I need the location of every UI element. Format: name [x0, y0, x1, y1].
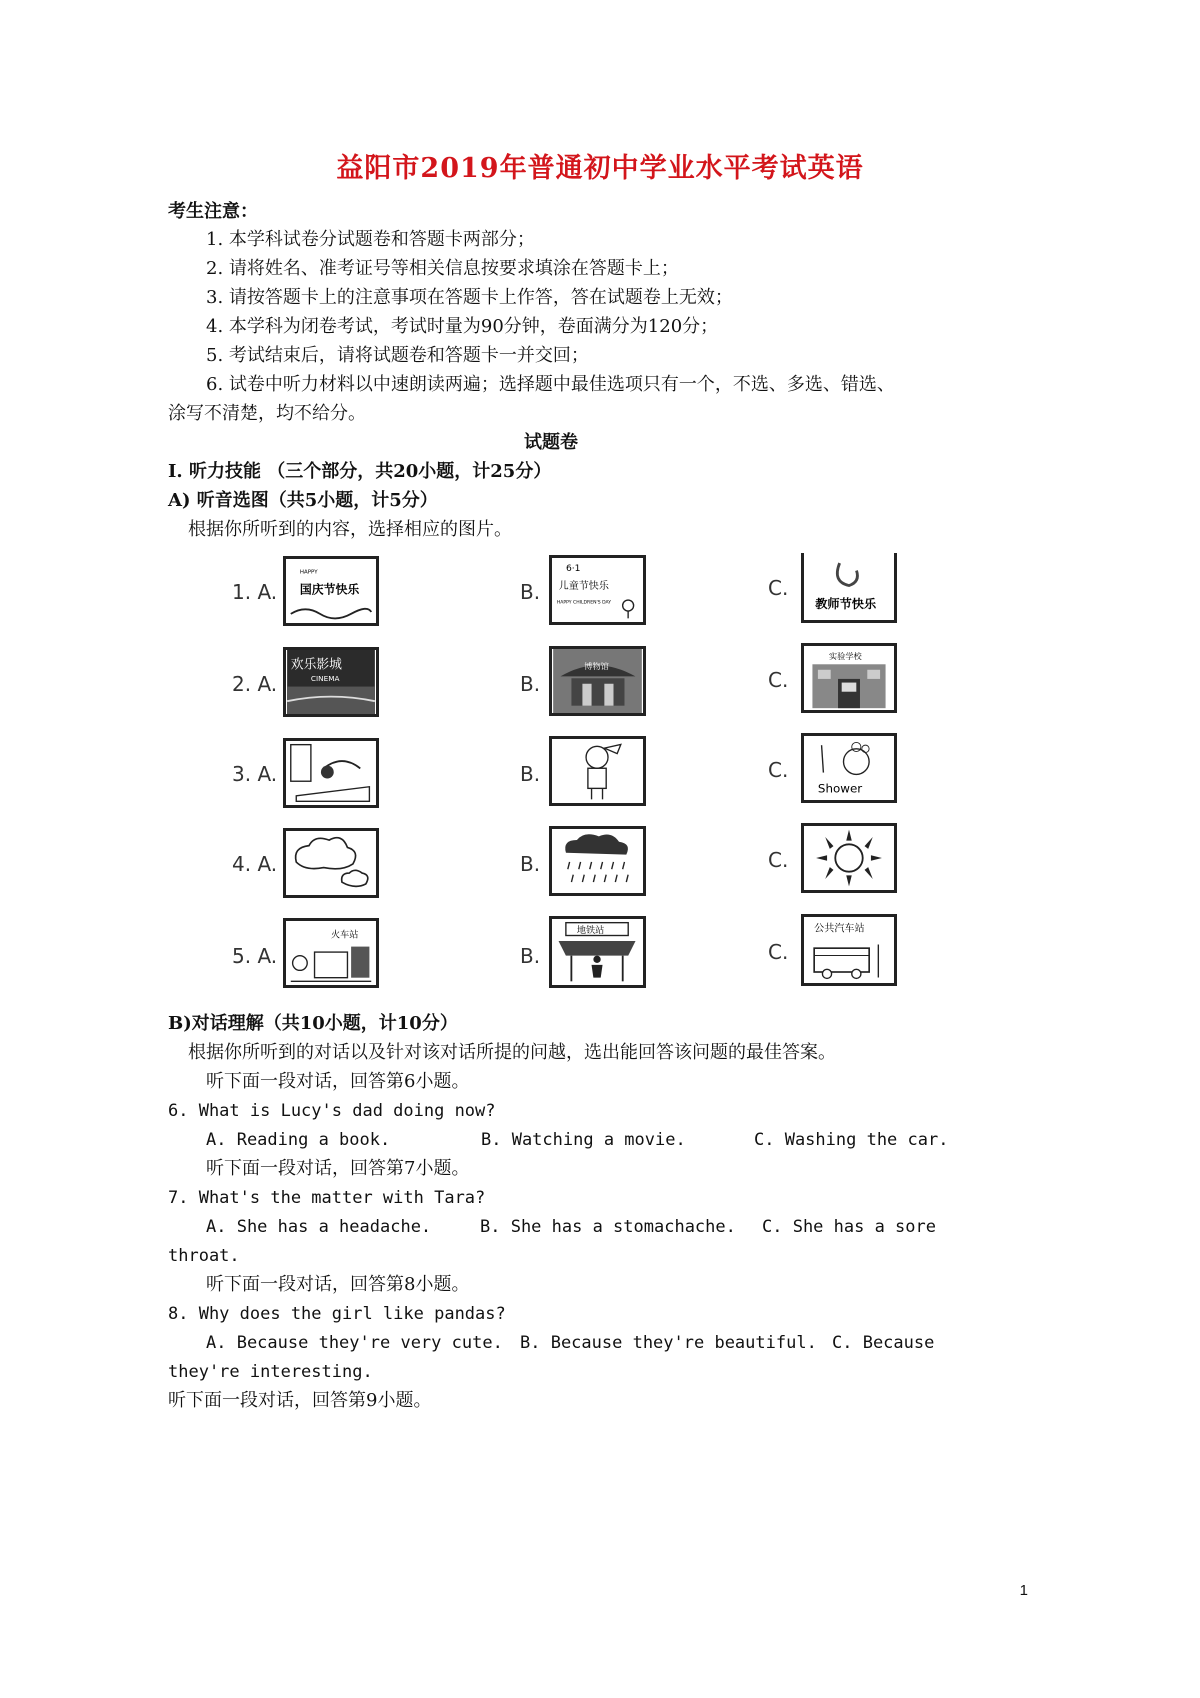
option-picture-sunny [801, 823, 897, 893]
picture-text: Shower [817, 781, 863, 796]
q6-option-a: A. Reading a book. [206, 1130, 391, 1150]
option-picture-school [801, 643, 897, 713]
picture-text: 6·1 [565, 563, 581, 574]
listen-instruction: 听下面一段对话，回答第7小题。 [206, 1158, 470, 1179]
option-label-b: B. [520, 852, 541, 876]
picture-text: 公共汽车站 [814, 923, 865, 935]
question-number: 2. A. [232, 672, 278, 696]
option-label-b: B. [520, 580, 541, 604]
option-picture-childrens-day [549, 555, 646, 625]
option-picture-bedroom [283, 738, 379, 808]
q8-option-c-continuation: they're interesting. [168, 1362, 373, 1382]
picture-text: 地铁站 [576, 924, 605, 936]
option-label-c: C. [768, 576, 789, 600]
listen-instruction: 听下面一段对话，回答第8小题。 [206, 1274, 470, 1295]
q8-option-a: A. Because they're very cute. [206, 1333, 503, 1353]
listen-instruction: 听下面一段对话，回答第6小题。 [206, 1071, 470, 1092]
page-number: 1 [1019, 1582, 1028, 1599]
picture-text: 教师节快乐 [815, 597, 877, 612]
notice-item: 1. 本学科试卷分试题卷和答题卡两部分； [206, 229, 535, 250]
notice-item: 4. 本学科为闭卷考试，考试时量为90分钟，卷面满分为120分； [206, 316, 719, 337]
notice-item-continuation: 涂写不清楚，均不给分。 [168, 403, 366, 424]
q8-option-b: B. Because they're beautiful. [520, 1333, 817, 1353]
question-8: 8. Why does the girl like pandas? [168, 1304, 506, 1324]
option-label-b: B. [520, 762, 541, 786]
option-picture-teachers-day [801, 553, 897, 623]
picture-text: 国庆节快乐 [299, 582, 360, 597]
option-label-b: B. [520, 944, 541, 968]
option-picture-cinema [283, 647, 379, 717]
picture-text: 火车站 [331, 930, 359, 941]
notice-heading: 考生注意： [168, 201, 258, 222]
subsection-a-instruction: 根据你所听到的内容，选择相应的图片。 [188, 519, 512, 540]
question-6: 6. What is Lucy's dad doing now? [168, 1101, 496, 1121]
option-picture-shower [801, 733, 897, 803]
option-picture-national-day [283, 556, 379, 626]
question-number: 4. A. [232, 852, 278, 876]
q8-option-c: C. Because [832, 1333, 935, 1353]
q6-option-c: C. Washing the car. [754, 1130, 949, 1150]
option-label-b: B. [520, 672, 541, 696]
notice-item: 6. 试卷中听力材料以中速朗读两遍；选择题中最佳选项只有一个，不选、多选、错选、 [206, 374, 895, 395]
picture-text: 儿童节快乐 [558, 581, 609, 593]
picture-text: CINEMA [310, 674, 340, 684]
notice-item: 5. 考试结束后，请将试题卷和答题卡一并交回； [206, 345, 589, 366]
listen-instruction: 听下面一段对话，回答第9小题。 [168, 1390, 432, 1411]
option-picture-rainy [549, 826, 646, 896]
option-picture-girl [549, 736, 646, 806]
option-picture-cloudy [283, 828, 379, 898]
option-picture-railway-station [283, 918, 379, 988]
picture-text: HAPPY [299, 569, 318, 576]
q7-option-a: A. She has a headache. [206, 1217, 432, 1237]
question-number: 3. A. [232, 762, 278, 786]
part-title: I. 听力技能 （三个部分，共20小题，计25分） [168, 461, 552, 482]
picture-text: 实验学校 [828, 650, 862, 661]
picture-text: 博物馆 [584, 661, 609, 672]
option-label-c: C. [768, 758, 789, 782]
option-picture-subway-station [549, 916, 646, 988]
section-title: 试题卷 [524, 432, 578, 453]
notice-item: 2. 请将姓名、准考证号等相关信息按要求填涂在答题卡上； [206, 258, 679, 279]
option-picture-bus-stop [801, 914, 897, 986]
q7-option-c: C. She has a sore [762, 1217, 936, 1237]
question-number: 1. A. [232, 580, 278, 604]
subsection-a-title: A) 听音选图（共5小题，计5分） [168, 490, 438, 511]
question-7: 7. What's the matter with Tara? [168, 1188, 486, 1208]
option-label-c: C. [768, 940, 789, 964]
option-label-c: C. [768, 668, 789, 692]
option-label-c: C. [768, 848, 789, 872]
page-title: 益阳市2019年普通初中学业水平考试英语 [336, 153, 864, 184]
q7-option-b: B. She has a stomachache. [480, 1217, 736, 1237]
subsection-b-title: B)对话理解（共10小题，计10分） [168, 1013, 458, 1034]
q7-option-c-continuation: throat. [168, 1246, 240, 1266]
question-number: 5. A. [232, 944, 278, 968]
q6-option-b: B. Watching a movie. [481, 1130, 686, 1150]
picture-text: HAPPY CHILDREN'S DAY [556, 600, 612, 606]
notice-item: 3. 请按答题卡上的注意事项在答题卡上作答，答在试题卷上无效； [206, 287, 733, 308]
subsection-b-instruction: 根据你所听到的对话以及针对该对话所提的问越，选出能回答该问题的最佳答案。 [188, 1042, 836, 1063]
option-picture-museum [549, 646, 646, 716]
picture-text: 欢乐影城 [290, 657, 342, 673]
